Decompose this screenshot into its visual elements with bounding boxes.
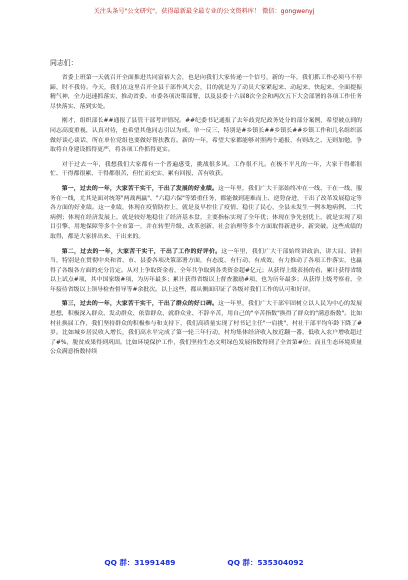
paragraph: [50, 185, 362, 243]
paragraph-text: 刚才，组织部长##通报了县管干部考评情况。##纪委书记通报了去年歧党纪政务处分的部分案例，希望被点到的同志高度重视，认真对待，也希望其他同志引以为戒。单一反三，特别是#乡镇长##乡镇长##乡镇工作和几名组织部做好谈心谈话，所在单位党组也要做好帮扶教育。新的一年，希望大家都能够对照两个通报，有则改之、无则加勉，争取将自身建设抓得更严，将各项工作抓得更实。: [50, 118, 362, 154]
header-banner: 关注头条号"公文研究"，获得最新最全最专业的公文资料库！ 微信：gongwenyj: [93, 8, 315, 15]
paragraph-text: 这一年里，我们广大干部始终讲政治、讲大局、讲担当，特别是在贯彻中央和省、市、县委各项决策部署方面，有态度、有行动、有成效，有力推动了各项工作落实，也赢得了各级各方面的充分肯定。从对上争取资金看，全年共争取到各类资金超#亿元；从获得上级表扬的看，累计获得省级以上试点#项，其中国家级#项，为历年最多；累计获得省级以上督查激励#项，也为历年最多；从获得上级考察看，全年接待省级以上领导检查督导等#余批次。以上这些，都从侧面印证了各级对我们工作的认可和好评。: [50, 248, 362, 293]
paragraph: [50, 248, 362, 296]
paragraph: [50, 161, 362, 180]
paragraph-heading: 第三，过去的一年，大家苦干实干，干出了群众的好口碑。: [61, 301, 218, 308]
paragraph-heading: 第二，过去的一年，大家苦干实干，干出了工作的好评价。: [61, 248, 222, 255]
paragraph-text: 这一年里，我们广大干部牢固树立以人民为中心的发展思想，积极深入群众、发动群众、依靠群众、就群众业、不辞辛苦，用自己的"辛苦指数"换得了群众的"满意指数"。比如村社换届工作，我们坚持群众的积极参与和支持下，我们高质量实现了村书记主任"一肩挑"，村社干部平均年龄下降了#岁。比如城乡居民收入增长，我们高水平完成了第一轮三年行动，村均集体经济收入按近翻一番，低收入农户增收超过了#%，脱贫成果得到巩固。比如环境保护工作，我们坚持生态文明绿色发展指数得到了全省第#位；而且生态环境质量公众满意指数持续: [50, 301, 362, 356]
qq-group-1: QQ 群：31991489: [104, 558, 176, 567]
footer-qq-groups: [0, 558, 408, 568]
document-body: [50, 58, 362, 544]
paragraph: [50, 74, 362, 112]
paragraph-text: 这一年里，我们广大干部始终冲在一线、干在一线、服务在一线，尤其是面对统筹"两战两赢"、"六稳六保"等繁重任务，都能做到迎难而上、逆势奋进，干出了改革发展稳定等各方面的好业绩。这一业绩，体现在疫情防控上，就是及早控住了疫情、稳住了民心，全县未发生一例本地病例、二代病例；体现在经济发展上，就是较好地稳住了经济基本盘，主要指标实现了全年优；体现在争先创优上，就是实现了项目引擎、用地保障等多个全市第一，并在转型升级、改革创新、社会治理等多个方面取得新进步、新突破。这些成绩的取得，都是大家拼出来、干出来的。: [50, 185, 362, 240]
paragraph-list: [50, 74, 362, 358]
paragraph: [50, 300, 362, 358]
paragraph-text: 对于过去一年，我想我们大家都有一个普遍感受，挑战很多风。工作很不凡。在极不平凡的一年，大家干得都很忙、干得都很累、干得都很苦，但忙而充实、累有回报、苦有收获。: [50, 161, 362, 178]
paragraph-heading: 第一，过去的一年，大家苦干实干，干出了发展的好业绩。: [61, 185, 218, 192]
paragraph: [50, 117, 362, 155]
qq-group-2: QQ 群：535304092: [227, 558, 304, 567]
greeting: 同志们：: [50, 59, 78, 67]
paragraph-text: 省委上班第一天就召开全面推进共同富裕大会，也是向我们大家传递一个信号，新的一年，我们抓工作必须马不停蹄，时不我待。今天，我们在这里召开全县干部作风大会，目的就是为了动员大家紧起来、动起来、快起来，全面提振精气神，全力迅速抓落实，推动省委、市委各项决策部署，以及县委十六届8次全会和两次五下大会部署的各项工作任务尽快落实、落到实处。: [50, 75, 362, 110]
